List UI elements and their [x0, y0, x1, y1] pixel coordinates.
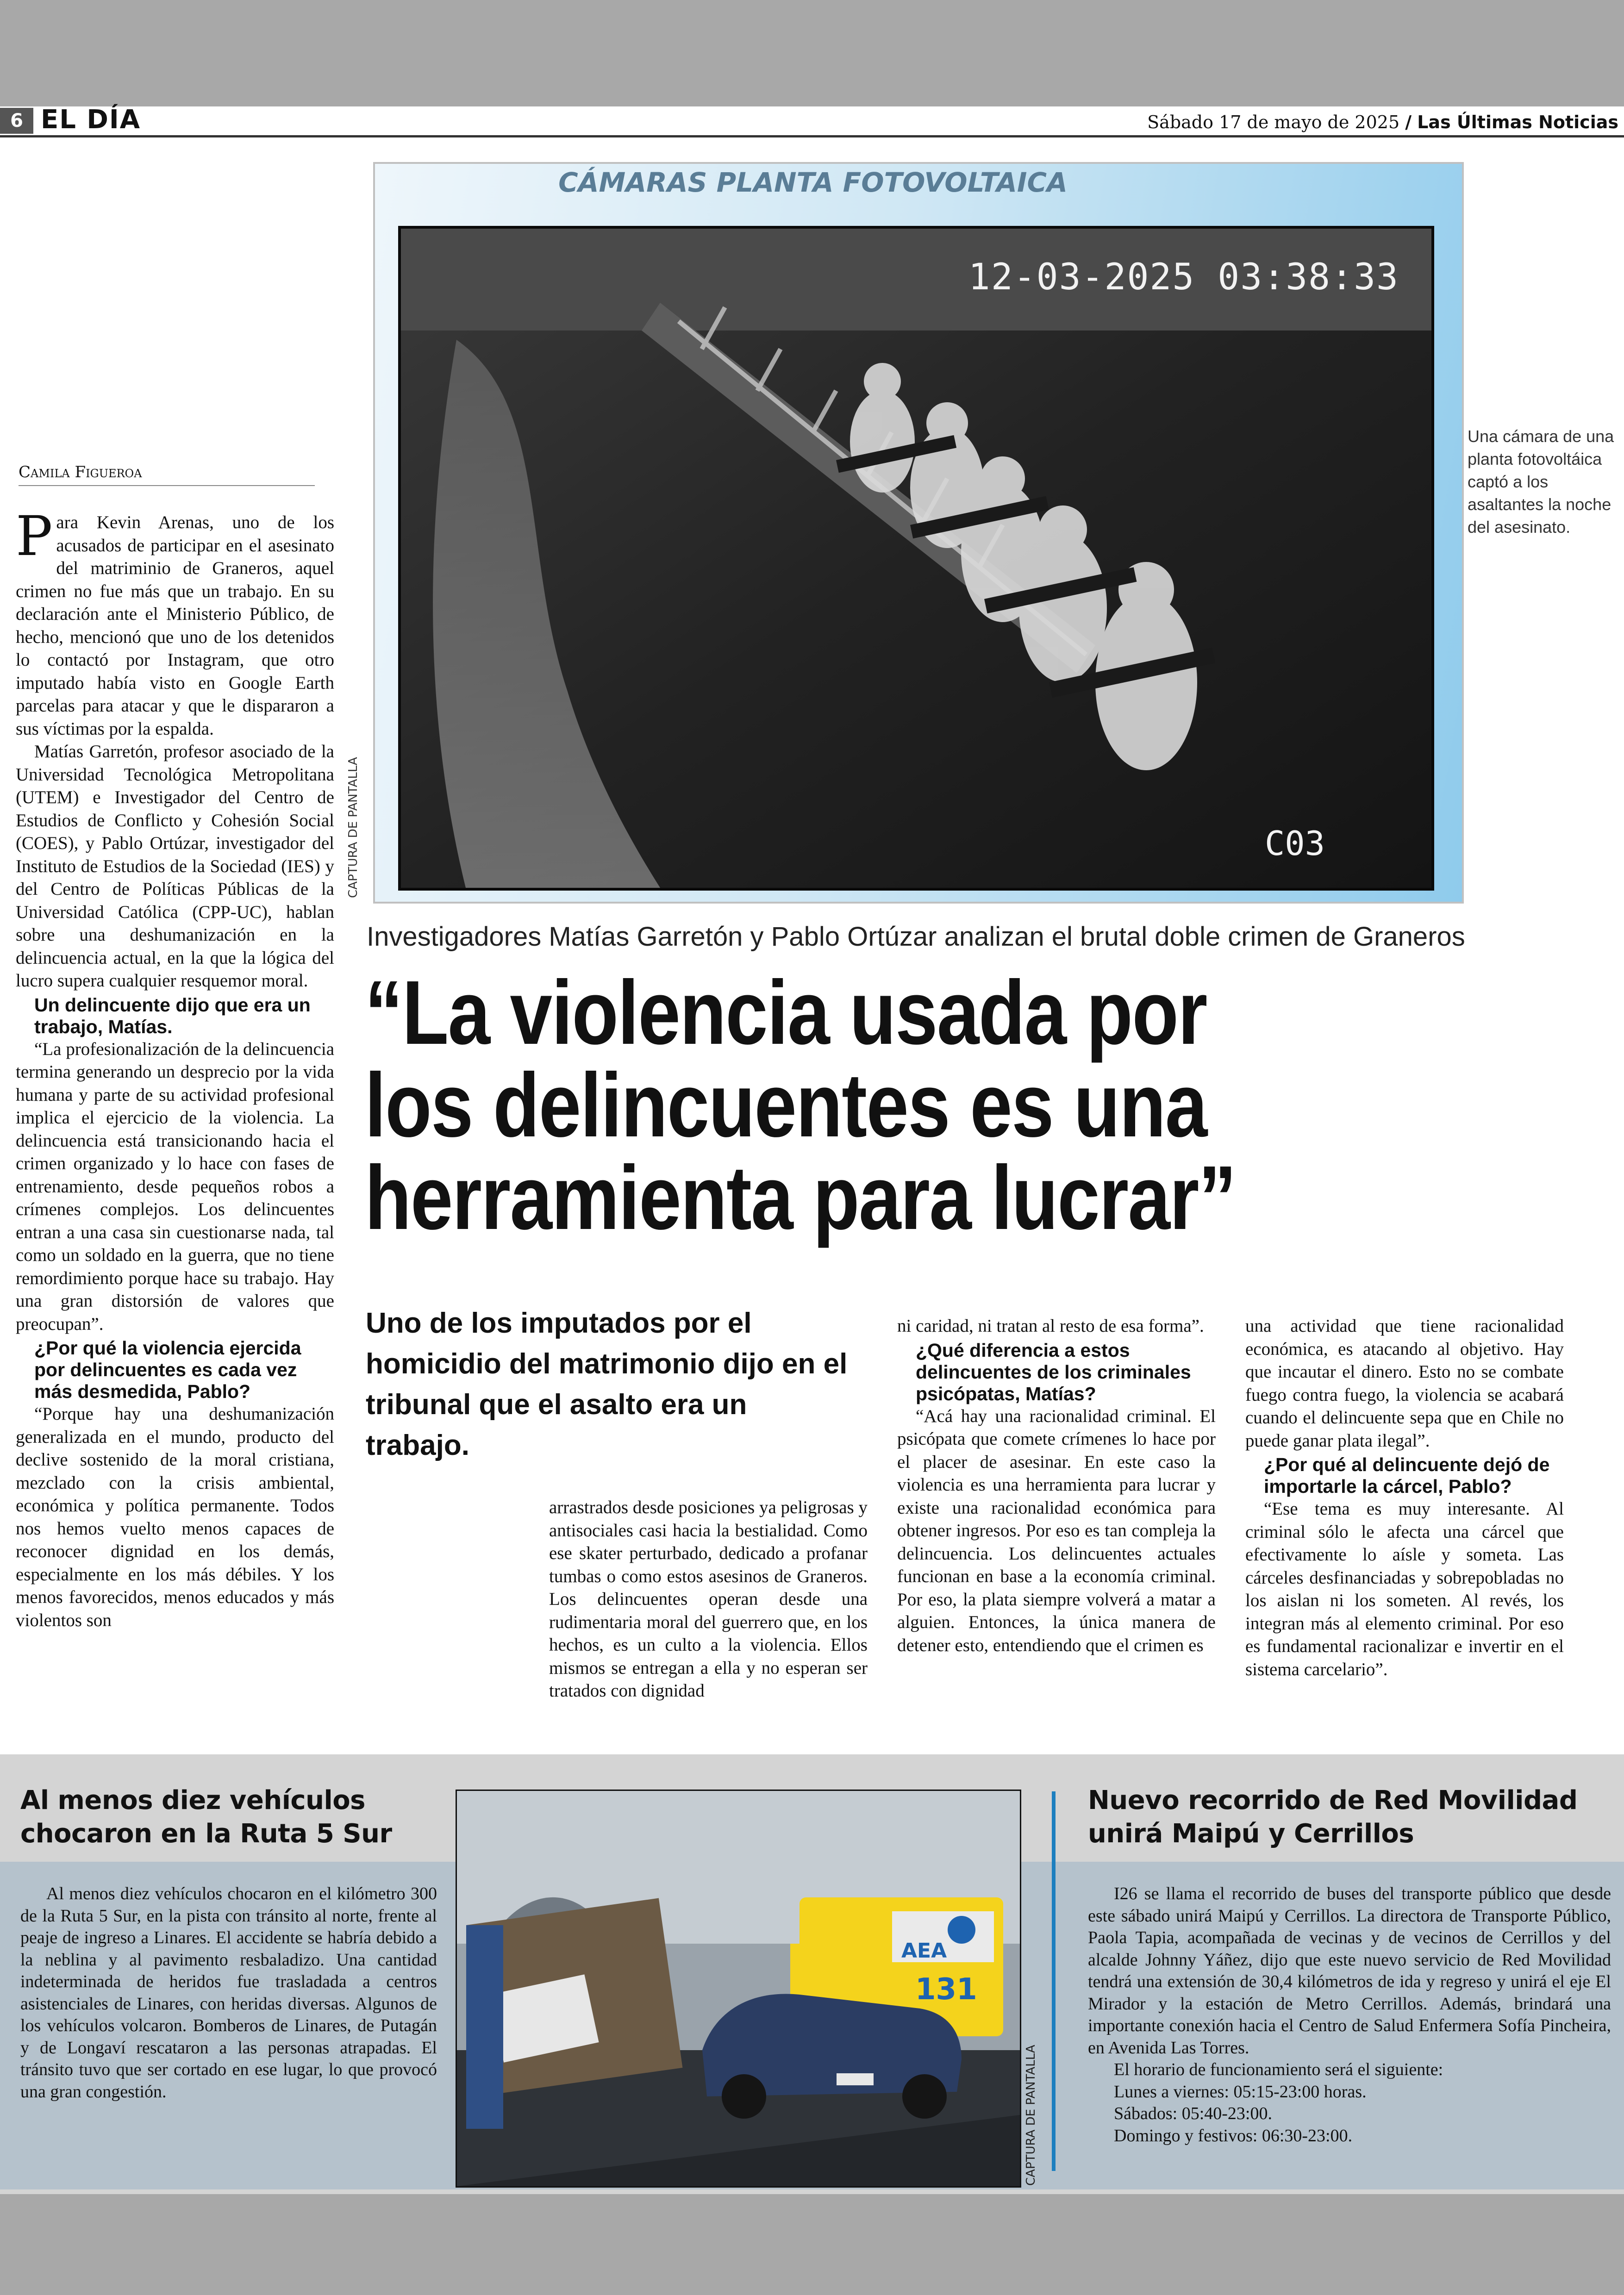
deck: Uno de los imputados por el homicidio del matrimonio dijo en el tribunal que el asalto era un trabajo.	[366, 1307, 848, 1461]
kicker: Investigadores Matías Garretón y Pablo Ortúzar analizan el brutal doble crimen de Graneros	[367, 922, 1465, 952]
headline-line: herramienta para lucrar”	[365, 1147, 1236, 1248]
paragraph: ni caridad, ni tratan al resto de esa forma”.	[897, 1316, 1204, 1336]
article-column-2	[549, 1496, 868, 1703]
brief-left-headline: Al menos diez vehículos chocaron en la Ruta 5 Sur	[20, 1785, 392, 1849]
lead-paragraph-text: ara Kevin Arenas, uno de los acusados de participar en el asesinato del matriminio de Graneros, aquel crimen no fue más que un trabajo. En su declaración ante el Ministerio Público, de hecho, mencionó que uno de los detenidos lo contactó por Instagram, que otro imputado había visto en Google Earth parcelas para atacar y que le dispararon a sus víctimas por la espalda.	[16, 512, 334, 739]
question-heading: ¿Por qué al delincuente dejó de importarle la cárcel, Pablo?	[1264, 1454, 1550, 1497]
photo-title: CÁMARAS PLANTA FOTOVOLTAICA	[558, 167, 1068, 198]
brief-left-body	[20, 1883, 437, 2103]
section-title: EL DÍA	[41, 105, 141, 135]
article-column-3	[897, 1315, 1216, 1657]
page-number: 6	[0, 108, 33, 134]
dropcap: P	[16, 504, 53, 568]
crash-photo	[456, 1790, 1021, 2188]
masthead-rule	[0, 135, 1624, 137]
brief-left-paragraph: Al menos diez vehículos chocaron en el kilómetro 300 de la Ruta 5 Sur, en la pista con tránsito al norte, frente al peaje de ingreso a Linares. El accidente se habría debido a la neblina y al pavimento resbaladizo. Una cantidad indeterminada de heridos fue trasladada a centros asistenciales de Linares, con heridas diversas. Algunos de los vehículos volcaron. Bomberos de Linares, de Putagán y de Longaví rescataron a las personas atrapadas. El tránsito tuvo que ser cortado en ese lugar, lo que provocó una gran congestión.	[20, 1884, 437, 2102]
ambulance-text: AEA	[901, 1939, 947, 1963]
schedule-intro: El horario de funcionamiento será el siguiente:	[1114, 2060, 1443, 2079]
photo-credit: CAPTURA DE PANTALLA	[1024, 2045, 1038, 2186]
lead-paragraph	[16, 504, 334, 740]
photo-credit: CAPTURA DE PANTALLA	[346, 757, 360, 898]
answer-paragraph: “Ese tema es muy interesante. Al criminal sólo le afecta una cárcel que efectivamente lo aísle y someta. Las cárceles desfinanciadas y sobrepobladas no los aislan ni los someten. Al revés, los integran más al elemento criminal. Por eso es fundamental racionalizar e invertir en el sistema carcelario”.	[1245, 1499, 1564, 1679]
brief-right-body	[1088, 1883, 1611, 2147]
cctv-timestamp: 12-03-2025 03:38:33	[968, 256, 1399, 298]
paragraph: una actividad que tiene racionalidad económica, es atacando al objetivo. Hay que incautar el dinero. Esto no se combate fuego contra fuego, la violencia se acabará cuando el delincuente sepa que en Chile no puede ganar plata ilegal”.	[1245, 1316, 1564, 1451]
schedule-item: Domingo y festivos: 06:30-23:00.	[1114, 2126, 1353, 2145]
question-heading: Un delincuente dijo que era un trabajo, Matías.	[34, 994, 311, 1037]
cctv-image	[398, 226, 1434, 891]
headline-line: “La violencia usada por	[365, 962, 1207, 1063]
answer-paragraph: “Porque hay una deshumanización generalizada en el mundo, producto del declive sostenido de la moral cristiana, mezclado con la crisis ambiental, económica y política permanente. Todos nos hemos vuelto menos capaces de reconocer dignidad en los demás, especialmente en los más débiles. Y los menos favorecidos, menos educados y más violentos son	[16, 1404, 334, 1630]
publication-name: Las Últimas Noticias	[1417, 112, 1618, 132]
article-column-4	[1245, 1315, 1564, 1681]
brief-right-paragraph: I26 se llama el recorrido de buses del transporte público que desde este sábado unirá Maipú y Cerrillos. La directora de Transporte Público, Paola Tapia, acompañada de vecinas y de vecinos de Cerrillos y del alcalde Johnny Yáñez, dijo que este nuevo servicio de Red Movilidad tendrá una extensión de 30,4 kilómetros de ida y regreso y unirá el eje El Mirador y la estación de Metro Cerrillos. Además, brindará una importante conexión hacia el Centro de Salud Enfermera Sofía Pincheira, en Avenida Las Torres.	[1088, 1884, 1611, 2058]
question-heading: ¿Qué diferencia a estos delincuentes de los criminales psicópatas, Matías?	[916, 1339, 1191, 1404]
cctv-camera-label: C03	[1264, 824, 1325, 863]
dateline	[1147, 112, 1618, 132]
ambulance-number: 131	[915, 1972, 977, 2007]
dateline-separator: /	[1405, 112, 1412, 132]
article-column-1	[16, 504, 334, 1632]
band-divider	[1052, 1791, 1056, 2171]
schedule-item: Lunes a viernes: 05:15-23:00 horas.	[1114, 2082, 1367, 2102]
answer-paragraph: “La profesionalización de la delincuencia termina generando un desprecio por la vida humana y parte de su actividad profesional implica el ejercicio de la violencia. La delincuencia está transicionando hacia el crimen organizado y lo hace con fases de entrenamiento, desde pequeños robos a crímenes complejos. Los delincuentes entran a una casa sin cuestionarse nada, tal como un soldado en la guerra, que no tiene remordimiento porque hace su trabajo. Hay una gran distorsión de valores que preocupan”.	[16, 1039, 334, 1334]
headline	[365, 962, 1259, 1248]
question-heading: ¿Por qué la violencia ejercida por delincuentes es cada vez más desmedida, Pablo?	[34, 1337, 301, 1402]
answer-paragraph: “Acá hay una racionalidad criminal. El psicópata que comete crímenes lo hace por el placer de asesinar. En este caso la violencia es una herramienta para lucrar y existe una racionalidad económica para obtener ingresos. Por eso es tan compleja la delincuencia. Los delincuentes actuales funcionan en base a la economía criminal. Por eso, la plata siempre volverá a matar a alguien. Entonces, la única manera de detener esto, entendiendo que el crimen es	[897, 1406, 1216, 1655]
schedule-item: Sábados: 05:40-23:00.	[1114, 2104, 1272, 2123]
paragraph: arrastrados desde posiciones ya peligrosas y antisociales casi hacia la bestialidad. Como ese skater perturbado, dedicado a profanar tumbas o como estos asesinos de Graneros. Los delincuentes operan desde una rudimentaria moral del guerrero que, en los hechos, es un culto a la violencia. Ellos mismos se entregan a ella y no esperan ser tratados con dignidad	[549, 1497, 868, 1701]
issue-date: Sábado 17 de mayo de 2025	[1147, 112, 1400, 132]
cctv-scene	[401, 229, 1431, 888]
paragraph: Matías Garretón, profesor asociado de la Universidad Tecnológica Metropolitana (UTEM) e Investigador del Centro de Estudios de Conflicto y Cohesión Social (COES), y Pablo Ortúzar, investigador del Instituto de Estudios de la Sociedad (IES) y del Centro de Políticas Públicas de la Universidad Católica (CPP-UC), hablan sobre una deshumanización en la delincuencia actual, en la que la lógica del lucro supera cualquier resquemor moral.	[16, 742, 334, 991]
photo-caption: Una cámara de una planta fotovoltáica captó a los asaltantes la noche del asesinato.	[1468, 427, 1614, 536]
byline: Camila Figueroa	[19, 463, 315, 486]
headline-line: los delincuentes es una	[365, 1054, 1207, 1156]
crash-scene	[457, 1791, 1020, 2186]
brief-right-headline: Nuevo recorrido de Red Movilidad unirá Maipú y Cerrillos	[1088, 1785, 1578, 1849]
